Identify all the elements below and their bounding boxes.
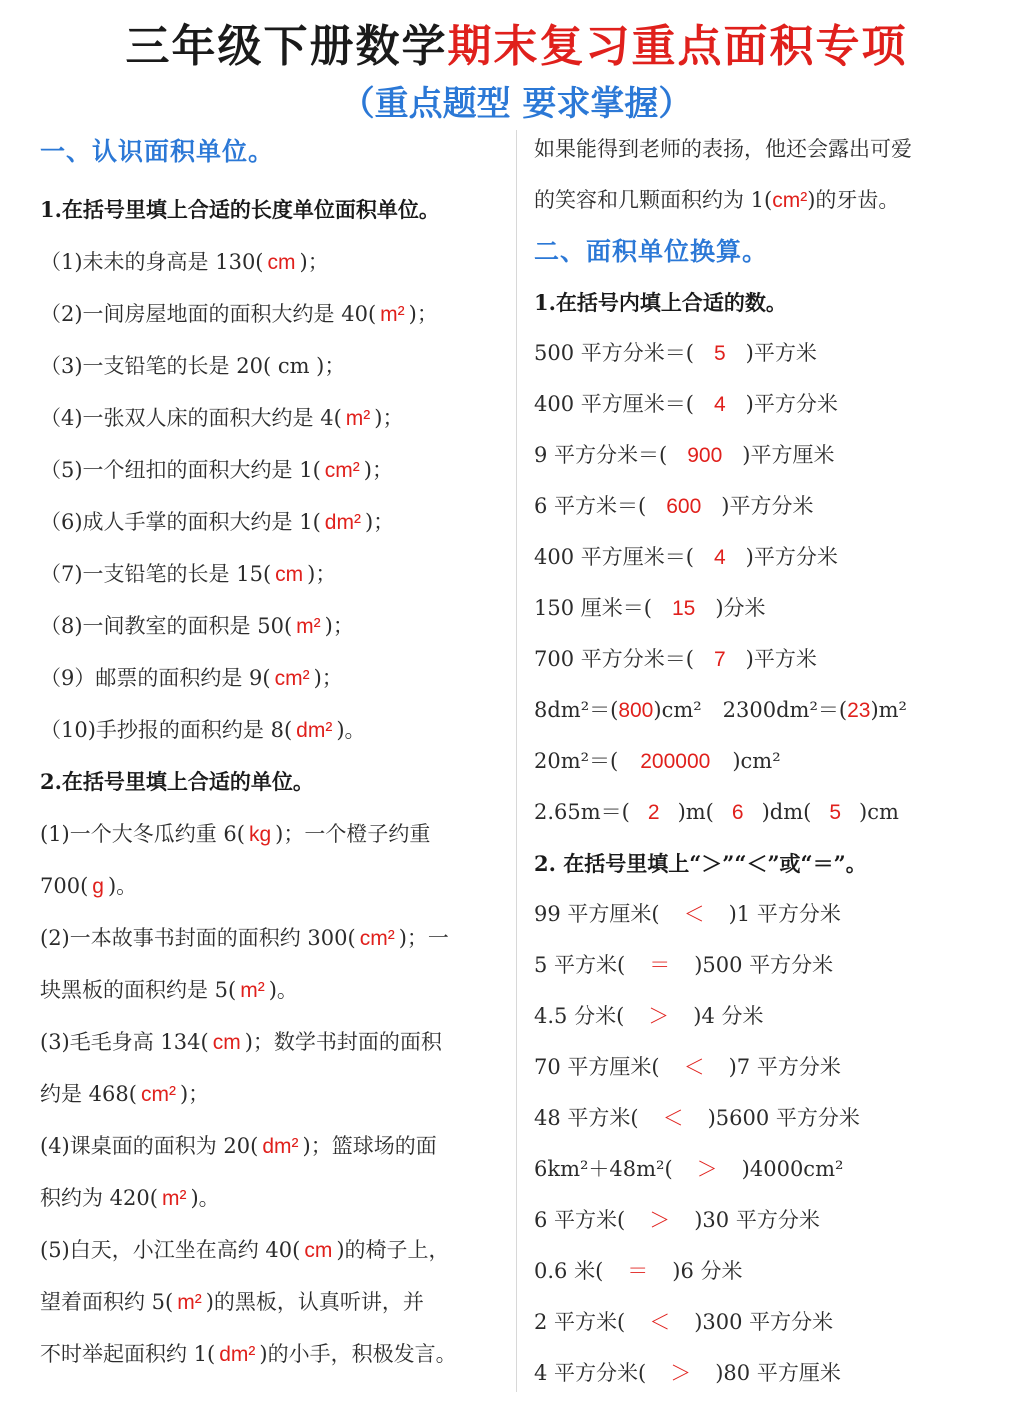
list-item [40, 548, 510, 600]
item-answer: dm² [324, 511, 361, 534]
conversion-question-1-heading: 1.在括号内填上合适的数。 [534, 290, 787, 315]
item-answer: cm² [324, 459, 360, 482]
item-text: （3)一支铅笔的长是 20( cm )； [40, 354, 346, 378]
conversion-item [534, 583, 1014, 634]
item-answer: 4 [713, 393, 726, 416]
item-text: )平方米 [745, 647, 817, 671]
item-answer: 5 [829, 801, 841, 824]
item-text: 20m²＝( [534, 749, 619, 773]
item-text: )4000cm² [741, 1157, 844, 1181]
item-answer: 7 [713, 648, 726, 671]
item-text: 约是 468( [40, 1082, 137, 1106]
item-text: （5)一个纽扣的面积大约是 1( [40, 458, 321, 482]
item-text: 块黑板的面积约是 5( [40, 978, 237, 1002]
item-text: )的椅子上， [336, 1238, 450, 1262]
question-1-heading: 1.在括号里填上合适的长度单位面积单位。 [40, 197, 440, 222]
conversion-item [534, 787, 1014, 838]
item-answer: ＞ [649, 1209, 671, 1232]
list-item [40, 392, 510, 444]
compare-item [534, 991, 1014, 1042]
conversion-item [534, 685, 1014, 736]
item-text: 6 平方米( [534, 1208, 626, 1232]
item-text: )。 [336, 718, 366, 742]
item-text: )； [324, 614, 354, 638]
conversion-item [534, 379, 1014, 430]
list-item [40, 236, 510, 288]
item-answer: m² [177, 1291, 202, 1314]
item-answer: 2 [647, 801, 660, 824]
title-part1: 三年级下册数学 [125, 21, 448, 72]
list-item [40, 1172, 510, 1224]
list-item [40, 912, 510, 964]
intro-answer: cm² [772, 189, 808, 212]
compare-item [534, 1195, 1014, 1246]
item-text: )分米 [715, 596, 766, 620]
list-item [40, 1328, 510, 1380]
conversion-item [534, 634, 1014, 685]
item-text: 望着面积约 5( [40, 1290, 174, 1314]
item-text: )； [307, 562, 337, 586]
item-text: )平方分米 [745, 392, 838, 416]
item-text: （6)成人手掌的面积大约是 1( [40, 510, 321, 534]
compare-question-heading: 2. 在括号里填上“＞”“＜”或“＝”。 [534, 851, 867, 876]
item-text: )平方厘米 [742, 443, 835, 467]
item-text: )7 平方分米 [728, 1055, 841, 1079]
item-answer: cm [275, 563, 304, 586]
item-text: )； [374, 406, 404, 430]
item-text: 0.6 米( [534, 1259, 604, 1283]
item-text: (4)课桌面的面积为 20( [40, 1134, 259, 1158]
item-answer [345, 355, 353, 378]
item-text: )平方分米 [745, 545, 838, 569]
item-text: )6 分米 [672, 1259, 743, 1283]
item-text: )；篮球场的面 [302, 1134, 437, 1158]
item-text: 48 平方米( [534, 1106, 639, 1130]
compare-item [534, 1144, 1014, 1195]
item-text: 400 平方厘米＝( [534, 392, 694, 416]
intro-line-2 [534, 175, 1014, 226]
item-text: (1)一个大冬瓜约重 6( [40, 822, 245, 846]
item-answer: 5 [713, 342, 726, 365]
question-2-list [40, 808, 510, 1380]
item-answer: cm² [274, 667, 310, 690]
conversion-item [534, 430, 1014, 481]
list-item [40, 860, 510, 912]
item-text: （9）邮票的面积约是 9( [40, 666, 271, 690]
right-column [534, 124, 1014, 1399]
list-item [40, 808, 510, 860]
item-text: )。 [190, 1186, 220, 1210]
item-answer: cm [304, 1239, 333, 1262]
item-answer: cm [212, 1031, 241, 1054]
item-text: )30 平方分米 [694, 1208, 820, 1232]
item-answer: dm² [219, 1343, 256, 1366]
item-answer: cm² [140, 1083, 176, 1106]
item-text: 400 平方厘米＝( [534, 545, 694, 569]
item-text: 150 厘米＝( [534, 596, 652, 620]
title-part2: 期末复习重点面积专项 [447, 21, 908, 72]
item-text: )； [364, 510, 395, 534]
page-title [0, 10, 1033, 74]
item-text: )；一个橙子约重 [275, 822, 431, 846]
item-text: （2)一间房屋地面的面积大约是 40( [40, 302, 377, 326]
list-item [40, 652, 510, 704]
item-text: （10)手抄报的面积约是 8( [40, 718, 293, 742]
item-text: )m² [870, 698, 907, 722]
item-text: （1)未未的身高是 130( [40, 250, 264, 274]
item-answer: ＝ [649, 954, 671, 977]
item-text: 积约为 420( [40, 1186, 158, 1210]
item-answer: dm² [296, 719, 333, 742]
compare-item [534, 889, 1014, 940]
compare-item [534, 1246, 1014, 1297]
item-text: )的黑板，认真听讲，并 [205, 1290, 424, 1314]
item-text: 2.65m＝( [534, 800, 630, 824]
conversion-item [534, 328, 1014, 379]
item-answer: ＝ [627, 1260, 649, 1283]
item-answer: cm [267, 251, 296, 274]
item-text: （7)一支铅笔的长是 15( [40, 562, 272, 586]
item-text: )cm² [732, 749, 781, 773]
item-answer: m² [296, 615, 321, 638]
item-text: 70 平方厘米( [534, 1055, 660, 1079]
item-text: )1 平方分米 [728, 902, 841, 926]
item-answer: 600 [666, 495, 702, 518]
item-text: )； [299, 250, 329, 274]
question-1-list [40, 236, 510, 756]
item-text: 6 平方米＝( [534, 494, 647, 518]
item-text: )m( [677, 800, 714, 824]
list-item [40, 1276, 510, 1328]
question-2-heading: 2.在括号里填上合适的单位。 [40, 769, 314, 794]
item-text: )； [313, 666, 343, 690]
item-answer: 200000 [640, 750, 711, 773]
item-text: 6km²＋48m²( [534, 1157, 673, 1181]
list-item [40, 444, 510, 496]
item-answer: g [92, 875, 104, 898]
item-text: )dm( [761, 800, 812, 824]
item-text: )；数学书封面的面积 [244, 1030, 442, 1054]
item-answer: ＜ [662, 1107, 684, 1130]
item-text: )5600 平方分米 [707, 1106, 860, 1130]
item-text: 700 平方分米＝( [534, 647, 694, 671]
item-text: )； [179, 1082, 210, 1106]
item-text: 500 平方分米＝( [534, 341, 694, 365]
column-divider [516, 130, 517, 1392]
left-column [40, 126, 510, 1380]
item-text: )80 平方厘米 [715, 1361, 841, 1385]
item-answer: kg [248, 823, 272, 846]
item-text: )的小手，积极发言。 [259, 1342, 457, 1366]
item-answer: 15 [671, 597, 696, 620]
item-text: 8dm²＝( [534, 698, 619, 722]
item-answer: 900 [687, 444, 723, 467]
list-item [40, 704, 510, 756]
item-answer: 6 [731, 801, 744, 824]
compare-item [534, 1042, 1014, 1093]
compare-item [534, 1093, 1014, 1144]
list-item [40, 288, 510, 340]
item-text: (2)一本故事书封面的面积约 300( [40, 926, 356, 950]
list-item [40, 340, 510, 392]
item-text: )； [363, 458, 393, 482]
item-text: 99 平方厘米( [534, 902, 660, 926]
item-text: 不时举起面积约 1( [40, 1342, 216, 1366]
item-answer: ＞ [670, 1362, 692, 1385]
page-subtitle: （重点题型 要求掌握） [340, 84, 693, 124]
list-item [40, 964, 510, 1016]
item-text: （8)一间教室的面积是 50( [40, 614, 293, 638]
item-answer: ＜ [683, 903, 705, 926]
item-text: 700( [40, 874, 89, 898]
list-item [40, 1016, 510, 1068]
section-heading-2: 二、面积单位换算。 [534, 237, 769, 266]
item-answer: m² [240, 979, 265, 1002]
item-answer: ＞ [648, 1005, 670, 1028]
compare-item [534, 1348, 1014, 1399]
item-text: )。 [268, 978, 298, 1002]
item-text: (3)毛毛身高 134( [40, 1030, 209, 1054]
item-text: )500 平方分米 [694, 953, 834, 977]
item-answer: 800 [618, 699, 654, 722]
list-item [40, 1068, 510, 1120]
item-text: 9 平方分米＝( [534, 443, 668, 467]
item-answer: m² [345, 407, 371, 430]
item-answer: 23 [847, 699, 871, 722]
item-text: )平方分米 [721, 494, 814, 518]
item-text: )cm [859, 800, 899, 824]
item-answer: ＜ [683, 1056, 705, 1079]
item-text: )4 分米 [693, 1004, 764, 1028]
item-text: 5 平方米( [534, 953, 626, 977]
conversion-item [534, 736, 1014, 787]
item-text: )平方米 [745, 341, 817, 365]
item-answer: ＜ [649, 1311, 671, 1334]
list-item [40, 496, 510, 548]
item-answer: 4 [713, 546, 726, 569]
item-answer: cm² [359, 927, 395, 950]
item-answer: dm² [262, 1135, 299, 1158]
compare-item [534, 1297, 1014, 1348]
compare-list [534, 889, 1014, 1399]
compare-item [534, 940, 1014, 991]
intro-pre: 的笑容和几颗面积约为 1( [534, 188, 773, 212]
item-answer: m² [161, 1187, 187, 1210]
item-text: )； [408, 302, 438, 326]
item-text: )300 平方分米 [694, 1310, 834, 1334]
item-text: （4)一张双人床的面积大约是 4( [40, 406, 342, 430]
item-answer: m² [380, 303, 405, 326]
item-text: (5)白天，小江坐在高约 40( [40, 1238, 301, 1262]
item-text: )。 [107, 874, 138, 898]
conversion-item [534, 532, 1014, 583]
conversion-item [534, 481, 1014, 532]
item-text: )；一 [398, 926, 449, 950]
list-item [40, 1120, 510, 1172]
item-answer: ＞ [696, 1158, 718, 1181]
item-text: 2 平方米( [534, 1310, 626, 1334]
item-text: 4.5 分米( [534, 1004, 625, 1028]
list-item [40, 600, 510, 652]
section-heading-1: 一、认识面积单位。 [40, 137, 275, 166]
conversion-list [534, 328, 1014, 685]
intro-line-1: 如果能得到老师的表扬，他还会露出可爱 [534, 137, 912, 161]
intro-post: )的牙齿。 [807, 188, 900, 212]
item-text: 4 平方分米( [534, 1361, 647, 1385]
item-text: )cm² 2300dm²＝( [653, 698, 848, 722]
list-item [40, 1224, 510, 1276]
